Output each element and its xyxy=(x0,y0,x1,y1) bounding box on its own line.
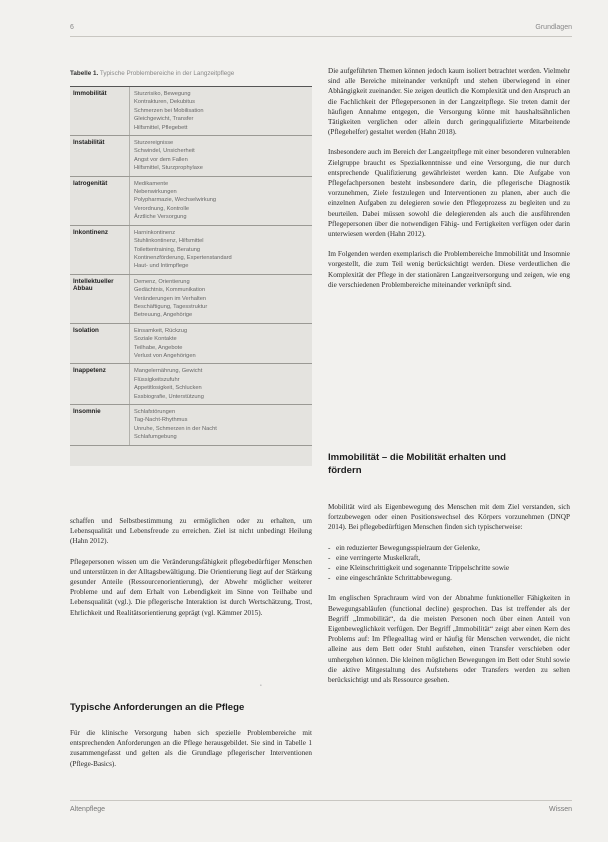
table-item: Beschäftigung, Tagesstruktur xyxy=(134,303,208,310)
right-paragraph-3: Im Folgenden werden exemplarisch die Problembereiche Immobilität und Insomnie vorgestellt, die zum Teil wenig berücksichtigt werden. Diese verdeutlichen die Komplexität der Pflege in der stationären Langzeitversorgung und zeigen, wie eng die verschiedenen Problembereiche miteinander verknüpft sind. xyxy=(328,250,570,289)
table-items xyxy=(130,275,312,323)
table-row xyxy=(70,86,312,135)
list-item: - ein reduzierter Bewegungsspielraum der Gelenke, xyxy=(328,543,570,553)
table-item: Appetitlosigkeit, Schlucken xyxy=(134,385,202,392)
table-item: Toilettentraining, Beratung xyxy=(134,246,201,253)
table-row xyxy=(70,225,312,274)
list-item: - eine eingeschränkte Schrittabbewegung. xyxy=(328,573,570,583)
footer-rule xyxy=(70,800,572,801)
table-item: Schwindel, Unsicherheit xyxy=(134,148,195,155)
table-item: Soziale Kontakte xyxy=(134,336,177,343)
table-item: Schlafstörungen xyxy=(134,409,176,415)
table-item: Gedächtnis, Kommunikation xyxy=(134,287,206,294)
table-items xyxy=(130,87,312,135)
table-item: Haut- und Intimpflege xyxy=(134,263,189,270)
table-items xyxy=(130,136,312,176)
left-paragraph-2: Pflegepersonen wissen um die Veränderungsfähigkeit pflegebedürftiger Menschen und unterstützen in der Alltagsbewältigung. Die Orientierung liegt auf der Stärkung gesunder Anteile (Ressourcenorientierung), der Abwehr möglicher weiterer Probleme und auf dem Erhalt von Lebendigkeit im Sinne von Teilhabe und Lebensqualität (vgl.). Die pflegerische Interaktion ist durch Wertschätzung, Trost, Ehrlichkeit und Realitätsorientierung geprägt (vgl. Kämmer 2015). xyxy=(70,557,312,617)
left-paragraph-3: Für die klinische Versorgung haben sich spezielle Problembereiche mit entsprechenden Anforderungen an die Pflege herausgebildet. Sie sind in Tabelle 1 zusammengefasst und gelten als die Grundlage pflegerischer Interventionen (Pflege-Basics). xyxy=(70,729,312,768)
table-row xyxy=(70,323,312,364)
table-items xyxy=(130,324,312,364)
table-item: Flüssigkeitszufuhr xyxy=(134,376,180,383)
table-category: Isolation xyxy=(70,324,130,364)
table-category: Inkontinenz xyxy=(70,226,130,274)
table-item: Stuhlinkontinenz, Hilfsmittel xyxy=(134,238,204,245)
list-item: - eine Kleinschrittigkeit und sogenannte Trippelschritte sowie xyxy=(328,563,570,573)
header-rule xyxy=(70,36,572,37)
table-category: Immobilität xyxy=(70,87,130,135)
table-category: Iatrogenität xyxy=(70,177,130,225)
table-category: Instabilität xyxy=(70,136,130,176)
left-column xyxy=(70,516,312,628)
table-item: Angst vor dem Fallen xyxy=(134,156,188,163)
table-items xyxy=(130,364,312,404)
table-item: Sturzrisiko, Bewegung xyxy=(134,91,191,97)
table-item: Unruhe, Schmerzen in der Nacht xyxy=(134,425,217,432)
table-item: Sturzereignisse xyxy=(134,140,174,147)
table-item: Polypharmazie, Wechselwirkung xyxy=(134,197,217,204)
table-item: Schlafumgebung xyxy=(134,434,177,441)
right-paragraph-5: Im englischen Sprachraum wird von der Abnahme funktioneller Fähigkeiten in Bewegungsabläufen (functional decline) gesprochen. Das ist treffender als der Begriff „Immobilität“, da die meisten Personen noch über einen Anteil von Eigenbeweglichkeit verfügen. Der Begriff „Immobilität“ zeigt aber einen Kern des Problems auf: Im Pflegealltag wird er häufig für Menschen verwendet, die nicht alleine aus dem Bett oder Stuhl aufstehen, einen Transfer verschieben oder umhergehen können. Die kleinen möglichen Bewegungen im Bett oder Stuhl sowie die aktive Mitgestaltung des Aufstehens oder Transfers werden zu selten berücksichtigt und als Ressource gesehen. xyxy=(328,594,570,685)
table-item: Betreuung, Angehörige xyxy=(134,312,193,319)
table-item: Kontrakturen, Dekubitus xyxy=(134,99,196,106)
table-category: Inappetenz xyxy=(70,364,130,404)
table-item: Mangelernährung, Gewicht xyxy=(134,368,203,375)
right-column xyxy=(328,66,570,300)
table-item: Verlust von Angehörigen xyxy=(134,352,196,359)
right-paragraph-2: Insbesondere auch im Bereich der Langzeitpflege mit einer besonderen vulnerablen Zielgruppe braucht es Spezialkenntnisse und eine Versorgung, die nur durch entsprechende Qualifizierung gewährleistet werden kann. Die Aufgabe von Pflegefachpersonen besteht insbesondere darin, die pflegerische Diagnostik vorzunehmen, Ziele festzulegen und Interventionen zu planen, aber auch die einzelnen Aufgaben zu delegieren sowie den Pflegeprozess zu begleiten und zu beurteilen. Dabei müssen sowohl die delegierenden als auch die ausführenden Pflegepersonen über die notwendigen Fähig- und Fertigkeiten verfügen oder darin unterwiesen werden (Hahn 2012). xyxy=(328,148,570,239)
table-category: Insomnie xyxy=(70,405,130,445)
table-row xyxy=(70,135,312,176)
table-item: Gleichgewicht, Transfer xyxy=(134,116,194,123)
table-items xyxy=(130,177,312,225)
table-caption xyxy=(70,70,310,77)
table-item: Demenz, Orientierung xyxy=(134,278,190,285)
right-paragraph-1: Die aufgeführten Themen können jedoch kaum isoliert betrachtet werden. Vielmehr sind alle Bereiche miteinander verknüpft und stehen überwiegend in einer Abhängigkeit zueinander. Sie zeigen deutlich die Komplexität und den Anspruch an die Fachlichkeit der Pflegepersonen in der Langzeitpflege. Sie treten damit der häufigen Annahme entgegen, die Versorgung könne mit haushaltsähnlichen Tätigkeiten verglichen oder allein durch geringqualifizierte Mitarbeitende (Pflegehelfer) gestaltet werden (Hahn 2018). xyxy=(328,67,570,137)
right-column-lower xyxy=(328,502,570,695)
mobility-list xyxy=(328,543,570,584)
table-item: Teilhabe, Angebote xyxy=(134,344,183,351)
table-caption-label: Tabelle 1. xyxy=(70,70,99,77)
table-item: Ärztliche Versorgung xyxy=(134,214,187,221)
table-item: Tag-Nacht-Rhythmus xyxy=(134,417,188,424)
table-caption-text: Typische Problembereiche in der Langzeitpflege xyxy=(99,70,235,77)
right-paragraph-4: Mobilität wird als Eigenbewegung des Menschen mit dem Ziel verstanden, sich fortzubewegen oder einen Positionswechsel des Körpers vorzunehmen (DNQP 2014). Bei pflegebedürftigen Menschen finden sich typischerweise: xyxy=(328,503,570,532)
section-heading-immobility: Immobilität – die Mobilität erhalten und fördern xyxy=(328,452,507,476)
section-heading-requirements: Typische Anforderungen an die Pflege xyxy=(70,702,245,713)
running-header: Grundlagen xyxy=(535,24,572,31)
table-item: Hilfsmittel, Pflegebett xyxy=(134,124,188,131)
table-items xyxy=(130,226,312,274)
page-number: 6 xyxy=(70,24,74,31)
table-item: Einsamkeit, Rückzug xyxy=(134,327,188,334)
table-item: Hilfsmittel, Sturzprophylaxe xyxy=(134,165,203,172)
left-paragraph-1: schaffen und Selbstbestimmung zu ermöglichen oder zu erhalten, um Lebensqualität und Lebensfreude zu erreichen. Ziel ist nicht unbedingt Heilung (Hahn 2012). xyxy=(70,517,312,546)
table-items xyxy=(130,405,312,445)
table-item: Nebenwirkungen xyxy=(134,189,177,196)
table-row xyxy=(70,404,312,445)
problem-areas-table xyxy=(70,86,312,466)
table-row xyxy=(70,274,312,323)
table-footer xyxy=(70,445,312,466)
list-item: - eine verringerte Muskelkraft, xyxy=(328,553,570,563)
table-item: Kontinenzförderung, Expertenstandard xyxy=(134,254,232,261)
footer-left: Altenpflege xyxy=(70,806,106,813)
separator-dot: • xyxy=(260,684,262,689)
footer-right: Wissen xyxy=(549,806,572,813)
table-row xyxy=(70,176,312,225)
table-item: Essbiografie, Unterstützung xyxy=(134,393,204,400)
table-item: Veränderungen im Verhalten xyxy=(134,295,207,302)
left-column-end xyxy=(70,728,312,779)
table-item: Harninkontinenz xyxy=(134,229,176,236)
table-item: Schmerzen bei Mobilisation xyxy=(134,107,204,114)
table-item: Medikamente xyxy=(134,180,169,187)
table-category: Intellektueller Abbau xyxy=(70,275,130,323)
table-row xyxy=(70,363,312,404)
table-item: Verordnung, Kontrolle xyxy=(134,205,190,212)
